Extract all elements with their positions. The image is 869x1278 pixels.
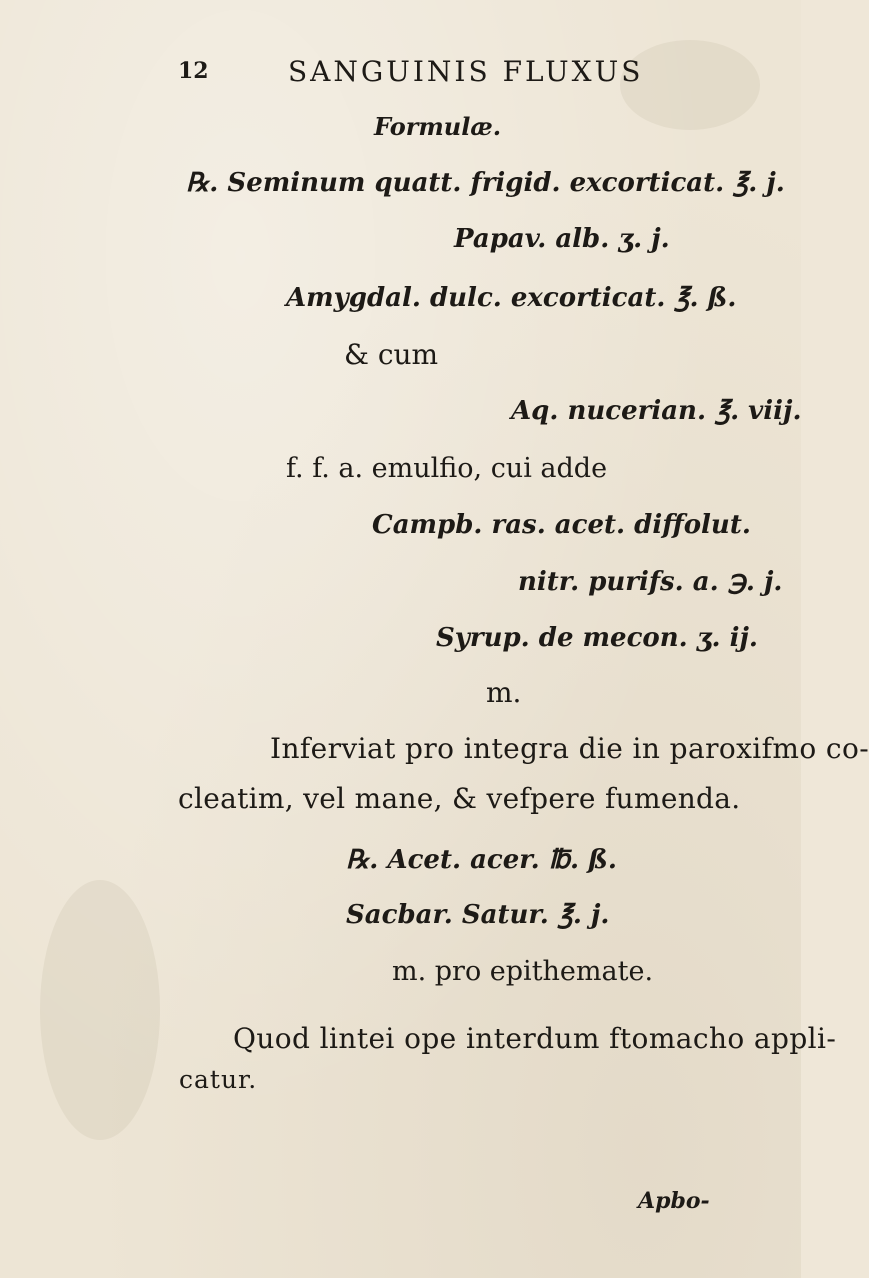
recipe-line: Syrup. de mecon. ʒ. ij. (436, 623, 758, 653)
running-title: SANGUINIS FLUXUS (288, 55, 644, 88)
recipe-line: ℞. Acet. acer. ℔. ß. (346, 845, 617, 875)
recipe-line: f. f. a. emulfio, cui adde (286, 453, 608, 484)
recipe-line: Sacbar. Satur. ℥. j. (346, 900, 610, 930)
recipe-line: nitr. purifs. a. ℈. j. (518, 567, 783, 597)
paper-stain (40, 880, 160, 1140)
recipe-line: Papav. alb. ʒ. j. (454, 224, 670, 254)
recipe-line: m. pro epithemate. (392, 956, 654, 987)
catchword: Apbo- (638, 1188, 710, 1214)
recipe-line: Amygdal. dulc. excorticat. ℥. ß. (286, 283, 737, 313)
paragraph-line: Quod lintei ope interdum ftomacho appli- (233, 1022, 837, 1055)
recipe-line: ℞. Seminum quatt. frigid. excorticat. ℥. j. (186, 168, 785, 198)
recipe-line: Campb. ras. acet. diffolut. (372, 510, 751, 540)
paragraph-line: catur. (179, 1065, 258, 1094)
paragraph-line: cleatim, vel mane, & vefpere fumenda. (178, 782, 741, 815)
recipe-line: & cum (344, 338, 439, 371)
page-number: 12 (178, 58, 209, 84)
section-heading: Formulæ. (374, 112, 502, 141)
recipe-line: Aq. nucerian. ℥. viij. (511, 396, 802, 426)
recipe-line: m. (486, 676, 522, 709)
paragraph-line: Inferviat pro integra die in paroxifmo co- (270, 732, 869, 765)
